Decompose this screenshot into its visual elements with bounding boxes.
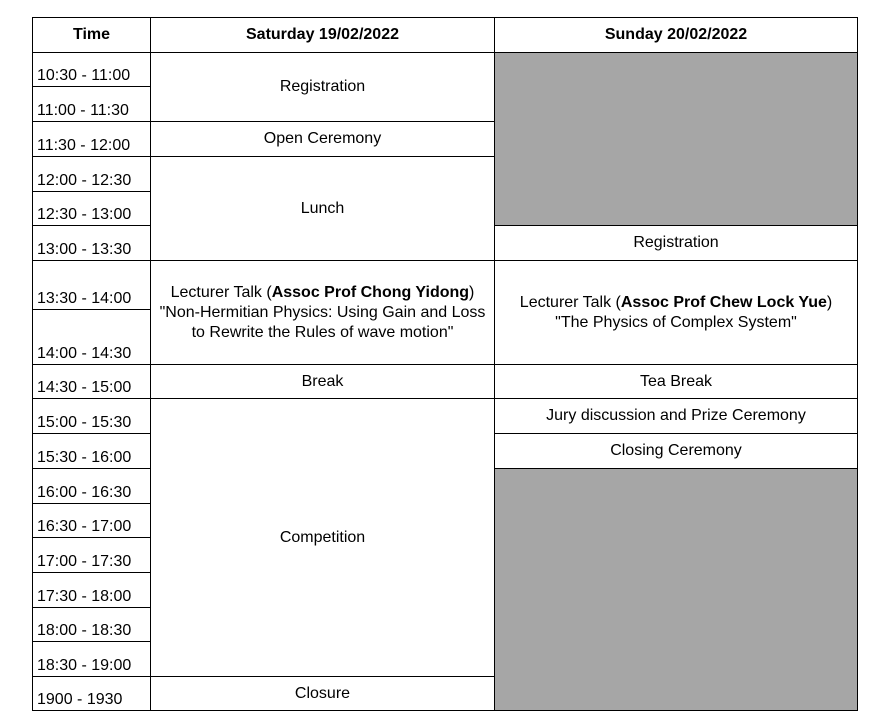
sat-lecture-prefix: Lecturer Talk (	[170, 283, 272, 301]
sat-lecture-suffix: )	[469, 283, 475, 301]
sat-lecture	[151, 261, 495, 365]
time-slot: 14:00 - 14:30	[33, 310, 151, 365]
sat-break: Break	[151, 365, 495, 399]
sun-tea-break: Tea Break	[495, 365, 858, 399]
table-row	[33, 365, 858, 399]
sun-lecture-prefix: Lecturer Talk (	[519, 293, 621, 311]
time-slot: 11:30 - 12:00	[33, 122, 151, 157]
time-slot: 16:30 - 17:00	[33, 504, 151, 538]
time-slot: 13:30 - 14:00	[33, 261, 151, 310]
table-row	[33, 261, 858, 310]
header-time: Time	[33, 18, 151, 53]
sun-lecture-suffix: )	[826, 293, 833, 311]
header-row	[33, 18, 858, 53]
time-slot: 17:00 - 17:30	[33, 538, 151, 573]
sat-competition: Competition	[151, 399, 495, 677]
time-slot: 14:30 - 15:00	[33, 365, 151, 399]
header-saturday: Saturday 19/02/2022	[151, 18, 495, 53]
sat-closure: Closure	[151, 677, 495, 711]
sat-lecture-title: "Non-Hermitian Physics: Using Gain and Loss to Rewrite the Rules of wave motion"	[159, 303, 486, 341]
sat-lecture-speaker: Assoc Prof Chong Yidong	[271, 283, 470, 301]
time-slot: 18:30 - 19:00	[33, 642, 151, 677]
time-slot: 13:00 - 13:30	[33, 226, 151, 261]
sun-lecture	[495, 261, 858, 365]
sun-empty-morning	[495, 53, 858, 226]
sat-open-ceremony: Open Ceremony	[151, 122, 495, 157]
table-row	[33, 53, 858, 87]
time-slot: 10:30 - 11:00	[33, 53, 151, 87]
schedule-table	[32, 17, 858, 711]
sat-registration: Registration	[151, 53, 495, 122]
sun-closing-ceremony: Closing Ceremony	[495, 434, 858, 469]
sun-jury-prize: Jury discussion and Prize Ceremony	[495, 399, 858, 434]
header-sunday: Sunday 20/02/2022	[495, 18, 858, 53]
time-slot: 12:30 - 13:00	[33, 192, 151, 226]
sun-lecture-title: "The Physics of Complex System"	[555, 313, 797, 331]
time-slot: 15:00 - 15:30	[33, 399, 151, 434]
time-slot: 16:00 - 16:30	[33, 469, 151, 504]
time-slot: 11:00 - 11:30	[33, 87, 151, 122]
sun-registration: Registration	[495, 226, 858, 261]
sat-lunch: Lunch	[151, 157, 495, 261]
sun-lecture-speaker: Assoc Prof Chew Lock Yue	[620, 293, 827, 311]
time-slot: 18:00 - 18:30	[33, 608, 151, 642]
sun-empty-evening	[495, 469, 858, 711]
time-slot: 1900 - 1930	[33, 677, 151, 711]
time-slot: 15:30 - 16:00	[33, 434, 151, 469]
table-row	[33, 399, 858, 434]
time-slot: 12:00 - 12:30	[33, 157, 151, 192]
time-slot: 17:30 - 18:00	[33, 573, 151, 608]
